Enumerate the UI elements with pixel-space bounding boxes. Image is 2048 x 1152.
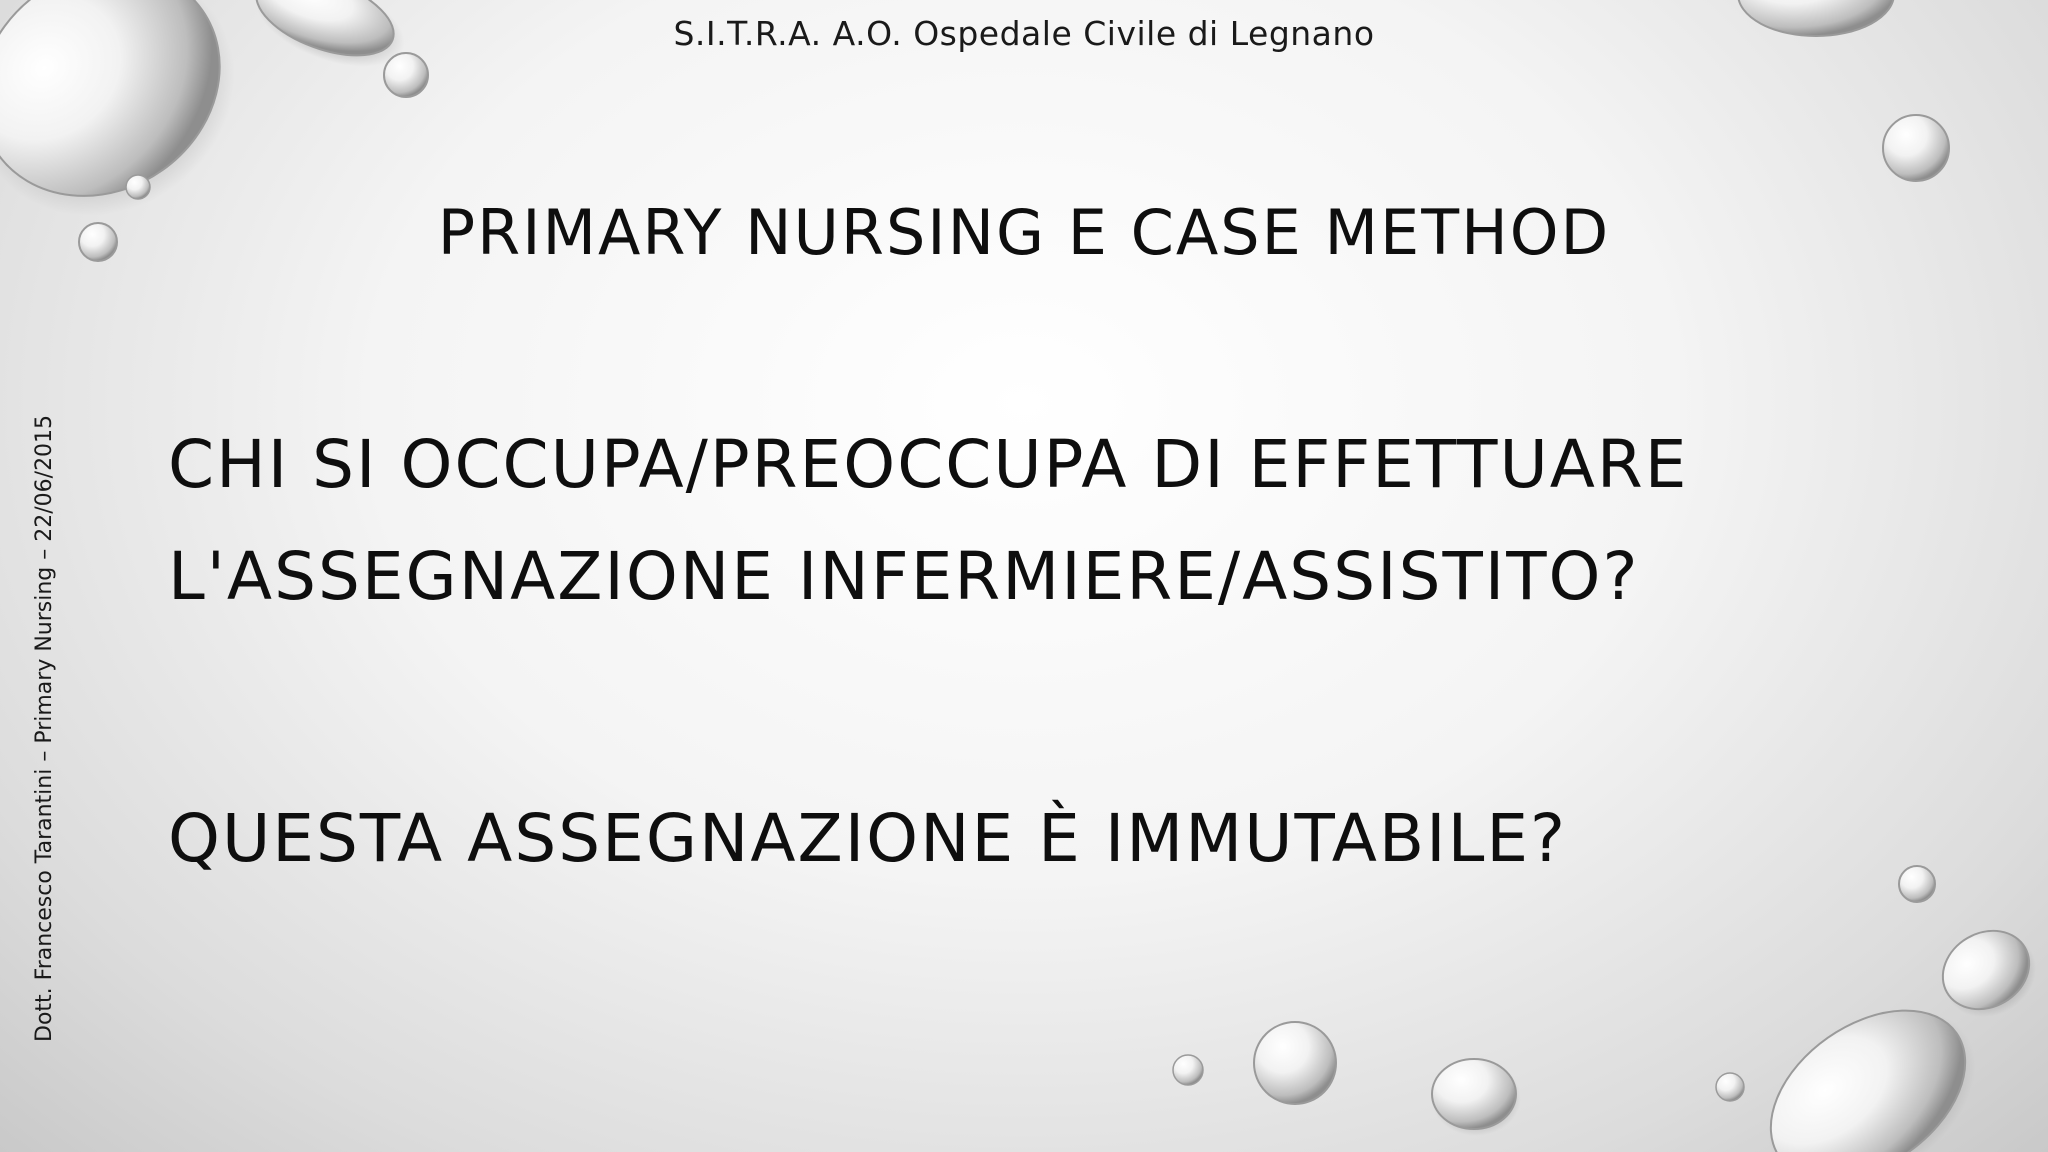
droplet-bottom-center-2	[1173, 1055, 1203, 1085]
side-footer: Dott. Francesco Tarantini – Primary Nursing – 22/06/2015	[32, 414, 57, 1042]
question-line-2: L'ASSEGNAZIONE INFERMIERE/ASSISTITO?	[168, 538, 1640, 615]
droplet-small-1	[384, 53, 428, 97]
droplet-small-4	[1716, 1073, 1744, 1101]
droplet-bottom-right-1	[1928, 915, 2048, 1033]
droplet-bottom-center-1	[1254, 1022, 1336, 1104]
question-line-1: CHI SI OCCUPA/PREOCCUPA DI EFFETTUARE	[168, 426, 1689, 503]
droplet-bottom-center-3	[1431, 1059, 1521, 1136]
droplet-right-2	[1899, 866, 1935, 902]
question-line-3: QUESTA ASSEGNAZIONE È IMMUTABILE?	[168, 800, 1568, 877]
slide-title: PRIMARY NURSING E CASE METHOD	[437, 196, 1611, 269]
slide-header: S.I.T.R.A. A.O. Ospedale Civile di Legnano	[673, 14, 1375, 53]
droplet-right-1	[1883, 115, 1949, 181]
